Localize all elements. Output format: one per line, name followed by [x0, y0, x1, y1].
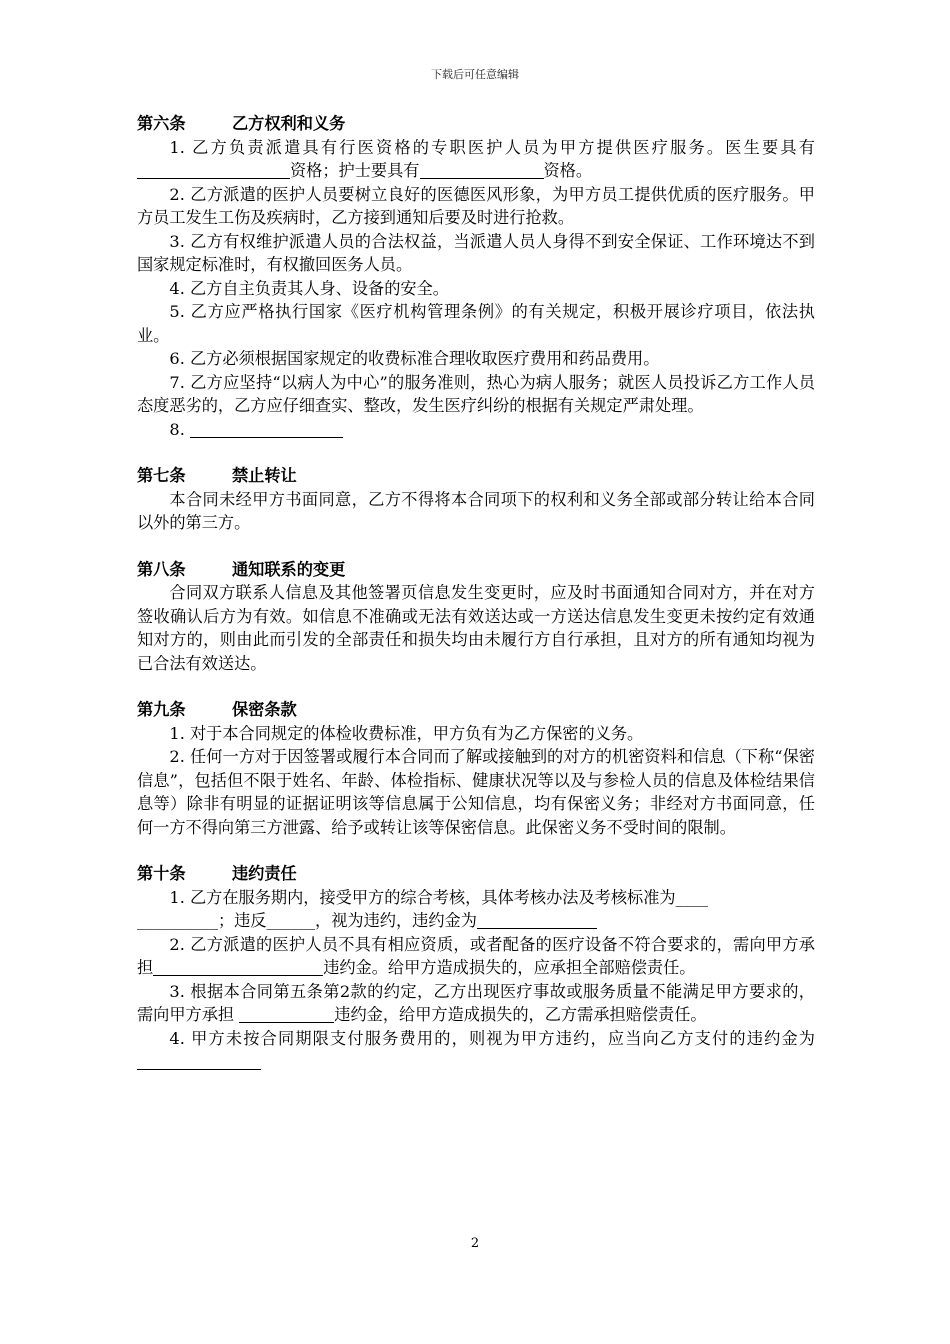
article-9 — [137, 698, 815, 839]
article-title: 乙方权利和义务 — [232, 114, 346, 133]
clause-text: 4. 甲方未按合同期限支付服务费用的，则视为甲方违约，应当向乙方支付的违约金为 — [169, 1028, 815, 1048]
clause — [137, 980, 815, 1027]
blank-field[interactable] — [137, 162, 290, 179]
clause: 本合同未经甲方书面同意，乙方不得将本合同项下的权利和义务全部或部分转让给本合同以外的第三方。 — [137, 489, 815, 532]
article-number: 第九条 — [137, 700, 186, 719]
article-8-heading — [137, 558, 815, 582]
blank-field[interactable] — [190, 420, 343, 437]
blank-field[interactable] — [137, 1053, 261, 1070]
article-number: 第十条 — [137, 864, 186, 883]
blank-field[interactable] — [239, 1006, 334, 1023]
clause-text: 资格；护士要具有 — [290, 161, 420, 180]
clause: 3. 乙方有权维护派遣人员的合法权益，当派遣人员人身得不到安全保证、工作环境达不到国家规定标准时，有权撤回医务人员。 — [137, 231, 815, 274]
page-number: 2 — [470, 1236, 480, 1251]
article-number: 第六条 — [137, 114, 186, 133]
clause-text: 1. 乙方负责派遣具有行医资格的专职医护人员为甲方提供医疗服务。医生要具有 — [169, 137, 815, 157]
article-7 — [137, 464, 815, 535]
article-6-heading — [137, 112, 815, 136]
clause-text: 8. — [169, 419, 185, 439]
clause: 6. 乙方必须根据国家规定的收费标准合理收取医疗费用和药品费用。 — [169, 349, 660, 368]
clause: 7. 乙方应坚持“以病人为中心”的服务准则，热心为病人服务；就医人员投诉乙方工作人员态度恶劣的，乙方应仔细查实、整改，发生医疗纠纷的根据有关规定严肃处理。 — [137, 372, 815, 415]
article-title: 通知联系的变更 — [232, 559, 346, 579]
clause: 1. 对于本合同规定的体检收费标准，甲方负有为乙方保密的义务。 — [169, 723, 644, 743]
clause-text: 违约金，给甲方造成损失的，乙方需承担赔偿责任。 — [334, 1005, 707, 1024]
contract-body — [137, 112, 815, 1097]
clause — [137, 886, 815, 933]
clause: 5. 乙方应严格执行国家《医疗机构管理条例》的有关规定，积极开展诊疗项目，依法执业。 — [137, 302, 815, 345]
article-number: 第八条 — [137, 559, 186, 579]
clause-text: 3. 根据本合同第五条第2款的约定，乙方出现医疗事故或服务质量不能满足甲方要求的，需向甲方承担 — [137, 981, 815, 1024]
clause: 2. 乙方派遣的医护人员要树立良好的医德医风形象，为甲方员工提供优质的医疗服务。甲方员工发生工伤及疾病时，乙方接到通知后要及时进行抢救。 — [137, 184, 815, 227]
blank-field[interactable] — [153, 959, 323, 976]
clause-text: __________；违反______，视为违约，违约金为 — [137, 911, 477, 930]
article-9-heading — [137, 698, 815, 722]
clause-text: 资格。 — [543, 161, 593, 180]
article-title: 违约责任 — [232, 864, 297, 883]
header-note: 下载后可任意编辑 — [431, 68, 519, 81]
blank-field[interactable] — [420, 162, 544, 179]
article-8 — [137, 558, 815, 676]
clause — [137, 1027, 815, 1074]
article-6 — [137, 112, 815, 441]
article-number: 第七条 — [137, 466, 186, 485]
clause: 4. 乙方自主负责其人身、设备的安全。 — [169, 278, 449, 298]
clause — [137, 933, 815, 980]
clause-text: 违约金。给甲方造成损失的，应承担全部赔偿责任。 — [323, 958, 696, 977]
article-7-heading — [137, 464, 815, 488]
article-10-heading — [137, 862, 815, 886]
clause — [137, 136, 815, 183]
clause: 2. 任何一方对于因签署或履行本合同而了解或接触到的对方的机密资料和信息（下称“保密信息”，包括但不限于姓名、年龄、体检指标、健康状况等以及与参检人员的信息及体检结果信息等）除非有明显的证据证明该等信息属于公知信息，均有保密义务；非经对方书面同意，任何一方不得向第三方泄露、给予或转让该等保密信息。此保密义务不受时间的限制。 — [137, 747, 815, 837]
article-10 — [137, 862, 815, 1074]
article-title: 禁止转让 — [232, 466, 297, 485]
clause-text: 2. 乙方派遣的医护人员不具有相应资质，或者配备的医疗设备不符合要求的，需向甲方承担 — [137, 934, 815, 977]
clause-text: 1. 乙方在服务期内，接受甲方的综合考核，具体考核办法及考核标准为____ — [169, 887, 708, 907]
blank-field[interactable] — [477, 912, 597, 929]
clause — [137, 418, 815, 442]
article-title: 保密条款 — [232, 700, 297, 719]
clause: 合同双方联系人信息及其他签署页信息发生变更时，应及时书面通知合同对方，并在对方签收确认后方为有效。如信息不准确或无法有效送达或一方送达信息发生变更未按约定有效通知对方的，则由此而引发的全部责任和损失均由未履行方自行承担，且对方的所有通知均视为已合法有效送达。 — [137, 583, 815, 673]
